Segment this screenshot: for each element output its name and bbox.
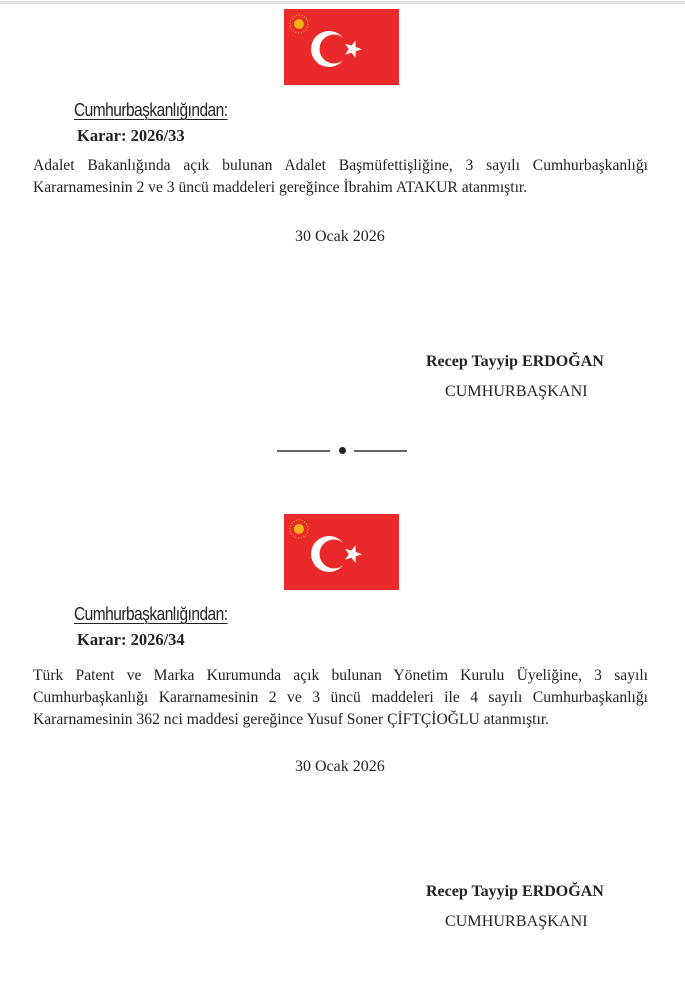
issuer-heading: Cumhurbaşkanlığından: xyxy=(74,604,228,624)
issuer-heading: Cumhurbaşkanlığından: xyxy=(74,100,228,120)
decision-body: Adalet Bakanlığında açık bulunan Adalet Başmüfettişliğine, 3 sayılı Cumhurbaşkanlığı Kararnamesinin 2 ve 3 üncü maddeleri gereğince İbrahim ATAKUR atanmıştır. xyxy=(33,157,648,196)
separator-line-right xyxy=(354,450,407,452)
decision-date: 30 Ocak 2026 xyxy=(295,228,385,245)
decision-number: Karar: 2026/34 xyxy=(77,630,185,649)
signer-name: Recep Tayyip ERDOĞAN xyxy=(426,353,604,370)
decision-date: 30 Ocak 2026 xyxy=(295,758,385,775)
decision-number: Karar: 2026/33 xyxy=(77,126,185,145)
signer-title: CUMHURBAŞKANI xyxy=(445,383,588,400)
presidential-flag-icon xyxy=(284,514,399,590)
separator-dot-icon xyxy=(339,447,346,454)
decision-body: Türk Patent ve Marka Kurumunda açık bulunan Yönetim Kurulu Üyeliğine, 3 sayılı Cumhurbaşkanlığı Kararnamesinin 2 ve 3 üncü maddeleri ile 4 sayılı Cumhurbaşkanlığı Kararnamesinin 362 nci maddesi gereğince Yusuf Soner ÇİFTÇİOĞLU atanmıştır. xyxy=(33,667,648,728)
signer-title: CUMHURBAŞKANI xyxy=(445,913,588,930)
signer-name: Recep Tayyip ERDOĞAN xyxy=(426,883,604,900)
separator-line-left xyxy=(277,450,330,452)
top-divider xyxy=(0,1,685,4)
presidential-flag-icon xyxy=(284,9,399,85)
